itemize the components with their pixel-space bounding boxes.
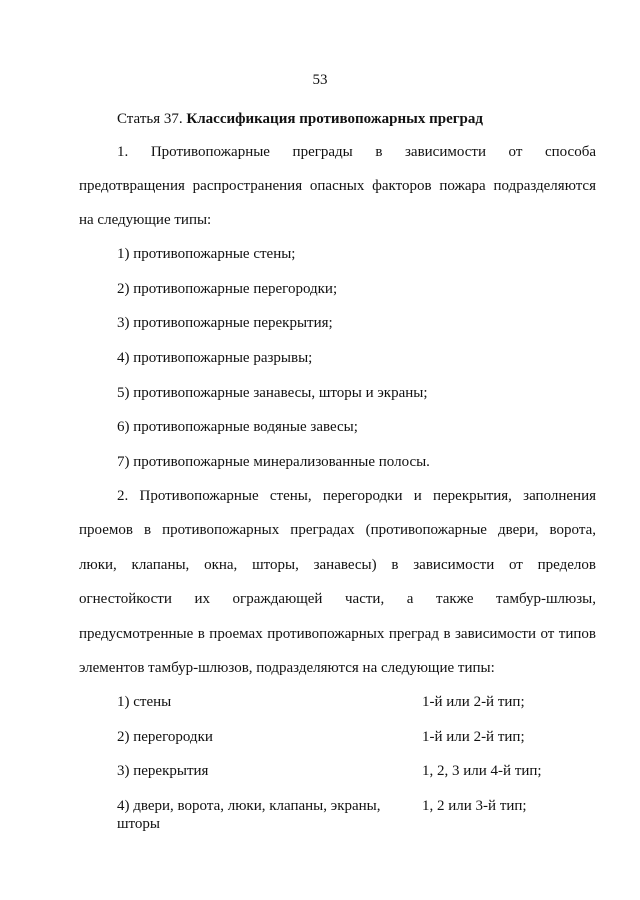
table-row-type: 1-й или 2-й тип; [422,729,525,745]
paragraph2-line-1: 2. Противопожарные стены, перегородки и перекрытия, заполнения [117,488,596,504]
list1-item: 1) противопожарные стены; [117,246,296,262]
list1-item: 2) противопожарные перегородки; [117,281,338,297]
table-row-name: 1) стены [117,694,172,710]
paragraph1-line-3: на следующие типы: [79,212,212,228]
list1-item: 7) противопожарные минерализованные полосы. [117,454,430,470]
table-row-type: 1, 2, 3 или 4-й тип; [422,763,542,779]
list1-item: 4) противопожарные разрывы; [117,350,313,366]
table-row-type: 1-й или 2-й тип; [422,694,525,710]
table-row-name: 2) перегородки [117,729,213,745]
list1-item: 6) противопожарные водяные завесы; [117,419,358,435]
paragraph1-line-2: предотвращения распространения опасных факторов пожара подразделяются [79,178,596,194]
paragraph2-line-6: элементов тамбур-шлюзов, подразделяются на следующие типы: [79,660,495,676]
table-row-type: 1, 2 или 3-й тип; [422,798,527,814]
table-row-name: 4) двери, ворота, люки, клапаны, экраны, шторы [117,798,381,832]
article-heading [117,111,483,128]
paragraph1-line-1: 1. Противопожарные преграды в зависимости от способа [117,144,596,160]
paragraph2-line-4: огнестойкости их ограждающей части, а также тамбур-шлюзы, [79,591,596,607]
article-title: Классификация противопожарных преград [186,111,483,127]
paragraph2-line-2: проемов в противопожарных преградах (противопожарные двери, ворота, [79,522,596,538]
page-number: 53 [312,72,328,88]
list1-item: 5) противопожарные занавесы, шторы и экраны; [117,385,428,401]
paragraph2-line-3: люки, клапаны, окна, шторы, занавесы) в зависимости от пределов [79,557,596,573]
table-row-name: 3) перекрытия [117,763,209,779]
paragraph2-line-5: предусмотренные в проемах противопожарных преград в зависимости от типов [79,626,596,642]
article-number: Статья 37. [117,111,183,127]
list1-item: 3) противопожарные перекрытия; [117,315,333,331]
